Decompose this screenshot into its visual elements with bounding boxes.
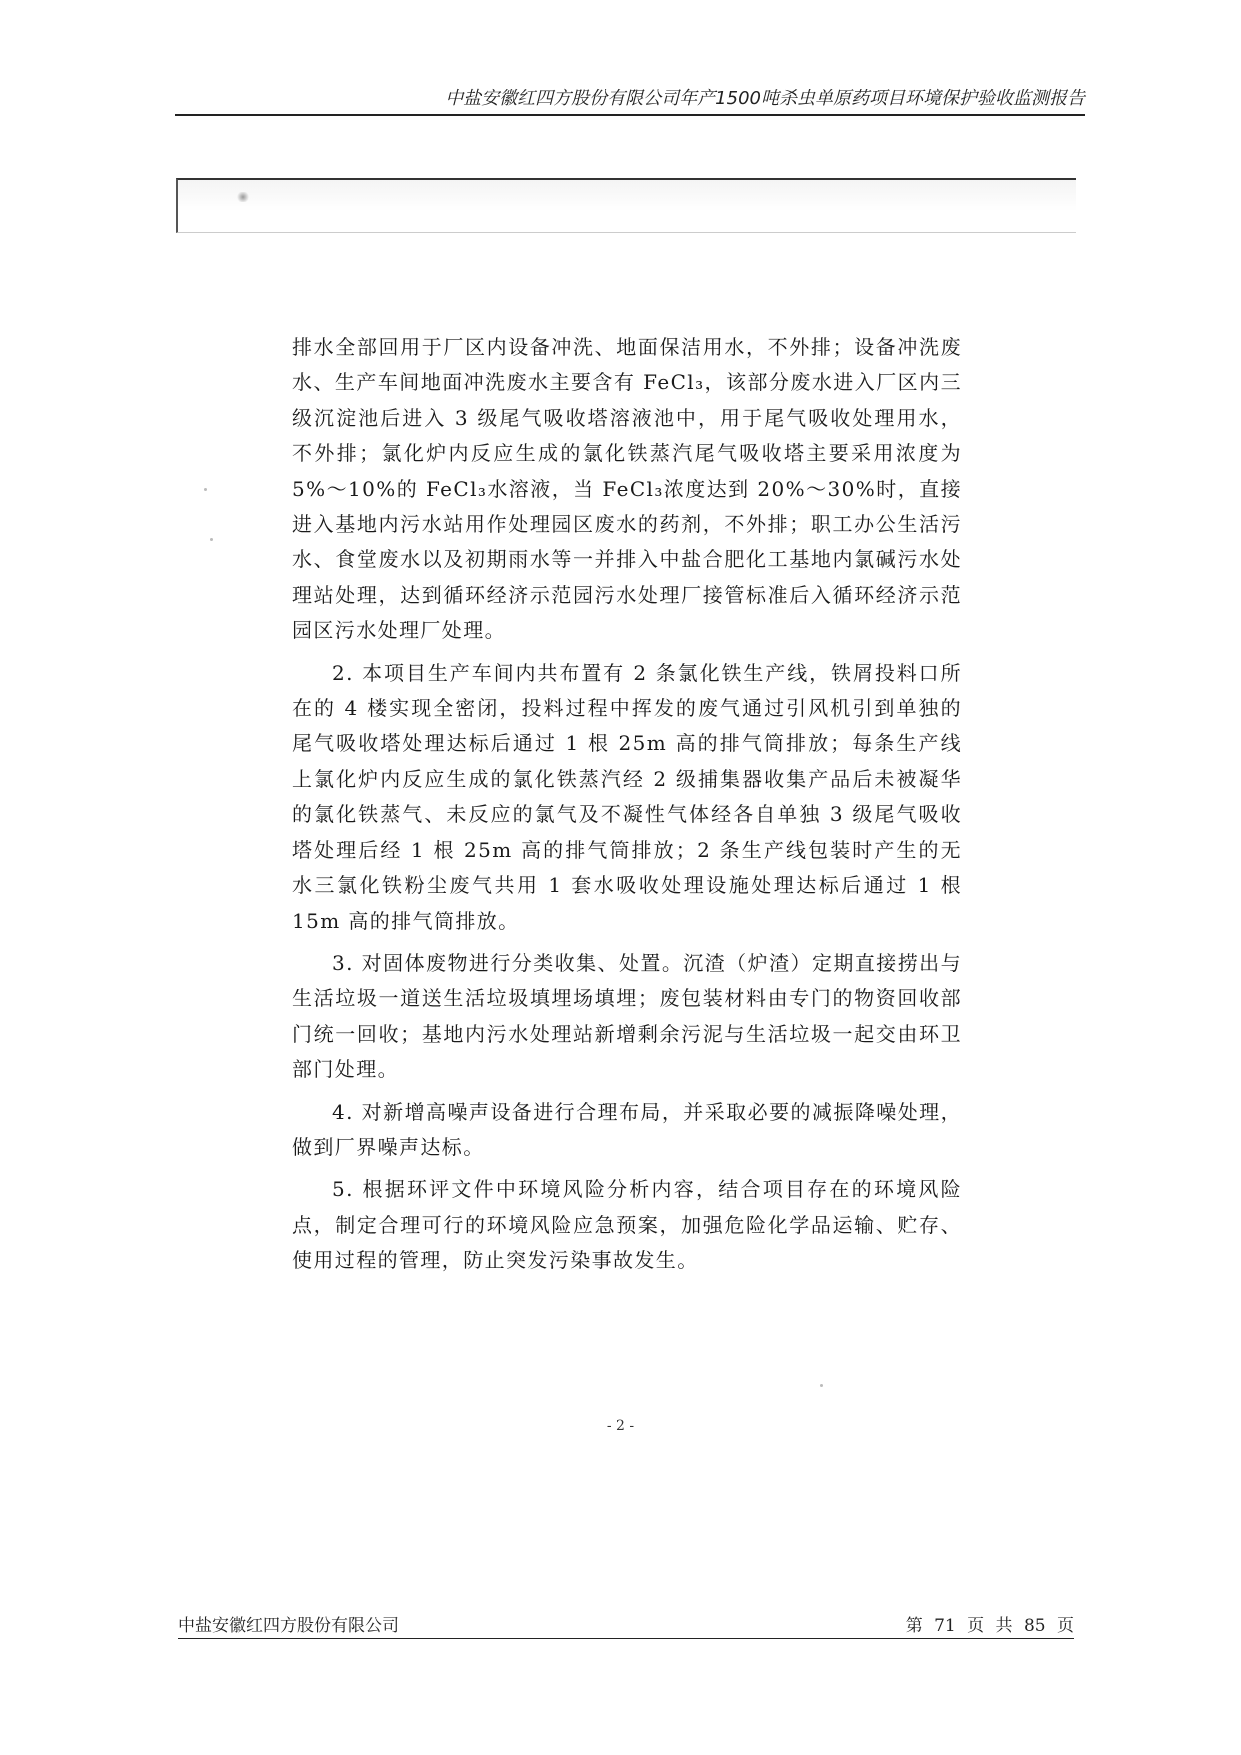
scan-dot (820, 1384, 823, 1387)
scan-speck (236, 192, 250, 202)
header-title: 中盐安徽红四方股份有限公司年产1500吨杀虫单原药项目环境保护验收监测报告 (445, 88, 1085, 109)
footer-page-count: 第 71 页 共 85 页 (905, 1616, 1074, 1636)
page-footer (178, 1612, 1074, 1639)
scanned-page-border (176, 178, 1076, 233)
body-text (292, 330, 962, 1286)
page-header (175, 84, 1085, 116)
scan-dot (210, 538, 213, 541)
paragraph-5: 5. 根据环评文件中环境风险分析内容，结合项目存在的环境风险点，制定合理可行的环境风险应急预案，加强危险化学品运输、贮存、使用过程的管理，防止突发污染事故发生。 (292, 1177, 962, 1273)
paragraph-1: 排水全部回用于厂区内设备冲洗、地面保洁用水，不外排；设备冲洗废水、生产车间地面冲洗废水主要含有 FeCl₃，该部分废水进入厂区内三级沉淀池后进入 3 级尾气吸收塔溶液池中，用于尾气吸收处理用水，不外排；氯化炉内反应生成的氯化铁蒸汽尾气吸收塔主要采用浓度为 5%～10%的 FeCl₃水溶液，当 FeCl₃浓度达到 20%～30%时，直接进入基地内污水站用作处理园区废水的药剂，不外排；职工办公生活污水、食堂废水以及初期雨水等一并排入中盐合肥化工基地内氯碱污水处理站处理，达到循环经济示范园污水处理厂接管标准后入循环经济示范园区污水处理厂处理。 (292, 335, 962, 643)
scan-dot (204, 488, 207, 491)
paragraph-2: 2. 本项目生产车间内共布置有 2 条氯化铁生产线，铁屑投料口所在的 4 楼实现全密闭，投料过程中挥发的废气通过引风机引到单独的尾气吸收塔处理达标后通过 1 根 25m 高的排气筒排放；每条生产线上氯化炉内反应生成的氯化铁蒸汽经 2 级捕集器收集产品后未被凝华的氯化铁蒸气、未反应的氯气及不凝性气体经各自单独 3 级尾气吸收塔处理后经 1 根 25m 高的排气筒排放；2 条生产线包装时产生的无水三氯化铁粉尘废气共用 1 套水吸收处理设施处理达标后通过 1 根 15m 高的排气筒排放。 (292, 660, 962, 933)
paragraph-4: 4. 对新增高噪声设备进行合理布局，并采取必要的减振降噪处理，做到厂界噪声达标。 (292, 1099, 962, 1159)
footer-company: 中盐安徽红四方股份有限公司 (178, 1616, 399, 1636)
inner-page-number: - 2 - (606, 1418, 635, 1434)
paragraph-3: 3. 对固体废物进行分类收集、处置。沉渣（炉渣）定期直接捞出与生活垃圾一道送生活垃圾填埋场填埋；废包装材料由专门的物资回收部门统一回收；基地内污水处理站新增剩余污泥与生活垃圾一起交由环卫部门处理。 (292, 950, 962, 1082)
